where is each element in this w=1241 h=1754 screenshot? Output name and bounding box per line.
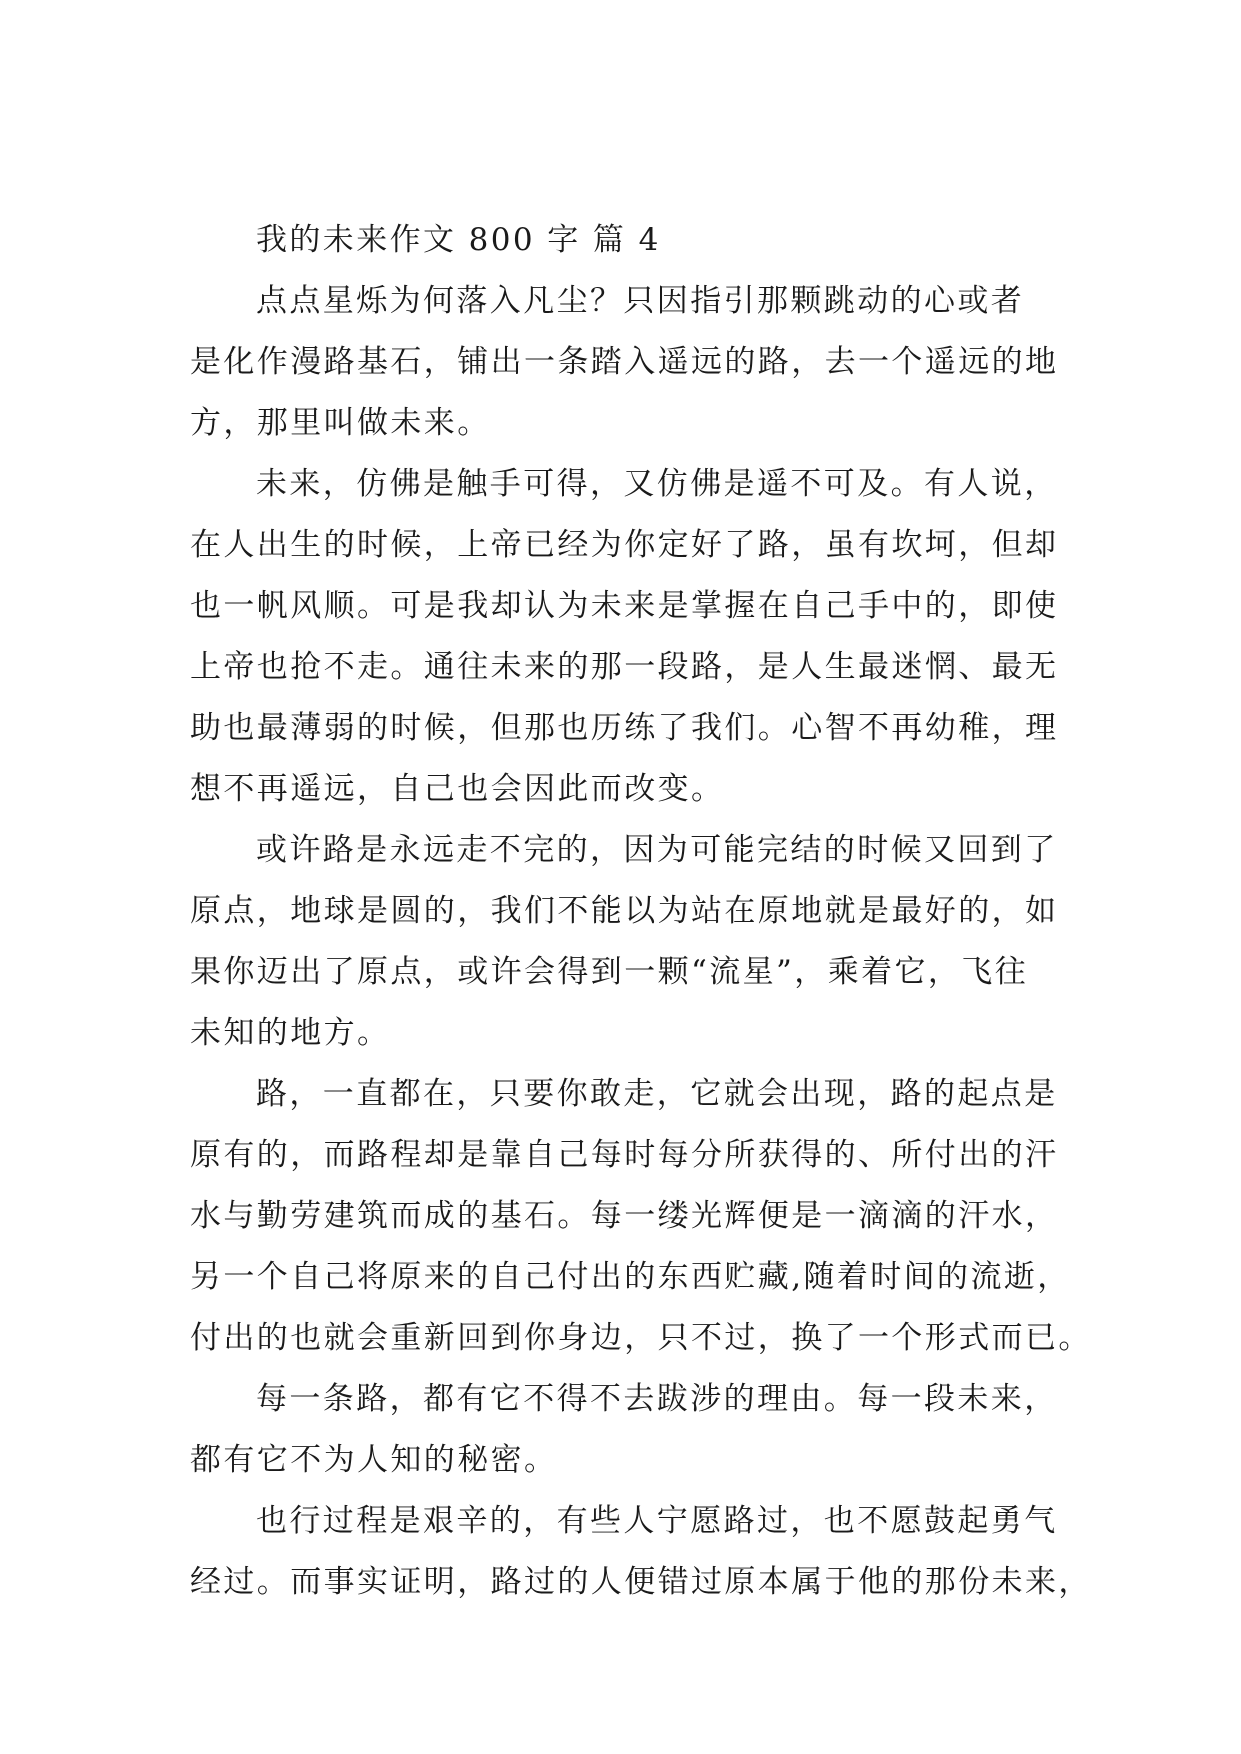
paragraph-5: [190, 1369, 1058, 1491]
paragraph-line: 另一个自己将原来的自己付出的东西贮藏,随着时间的流逝，: [190, 1259, 1071, 1295]
paragraph-line: 也一帆风顺。可是我却认为未来是掌握在自己手中的，即使: [190, 588, 1059, 624]
paragraph-line: 在人出生的时候，上帝已经为你定好了路，虽有坎坷，但却: [190, 527, 1059, 563]
paragraph-line: 每一条路，都有它不得不去跋涉的理由。每一段未来，: [256, 1381, 1058, 1417]
paragraph-line: 未知的地方。: [190, 1015, 391, 1051]
paragraph-line: 方，那里叫做未来。: [190, 405, 491, 441]
paragraph-line: 是化作漫路基石，铺出一条踏入遥远的路，去一个遥远的地: [190, 344, 1059, 380]
paragraph-line: 果你迈出了原点，或许会得到一颗“流星”，乘着它，飞往: [190, 954, 1029, 990]
paragraph-line: 原点，地球是圆的，我们不能以为站在原地就是最好的，如: [190, 893, 1059, 929]
paragraph-line: 上帝也抢不走。通往未来的那一段路，是人生最迷惘、最无: [190, 649, 1059, 685]
paragraph-line: 付出的也就会重新回到你身边，只不过，换了一个形式而已。: [190, 1320, 1092, 1356]
paragraph-1: [190, 271, 1058, 454]
paragraph-line: 路，一直都在，只要你敢走，它就会出现，路的起点是: [256, 1076, 1058, 1112]
paragraph-line: 经过。而事实证明，路过的人便错过原本属于他的那份未来，: [190, 1564, 1092, 1600]
paragraph-line: 或许路是永远走不完的，因为可能完结的时候又回到了: [256, 832, 1058, 868]
paragraph-line: 点点星烁为何落入凡尘？只因指引那颗跳动的心或者: [256, 283, 1025, 319]
paragraph-2: [190, 454, 1058, 820]
paragraph-3: [190, 820, 1058, 1064]
paragraph-line: 原有的，而路程却是靠自己每时每分所获得的、所付出的汗: [190, 1137, 1059, 1173]
paragraph-6: [190, 1491, 1092, 1613]
paragraph-4: [190, 1064, 1092, 1369]
paragraph-line: 想不再遥远，自己也会因此而改变。: [190, 771, 725, 807]
document-body: [190, 210, 1092, 1613]
paragraph-line: 未来，仿佛是触手可得，又仿佛是遥不可及。有人说，: [256, 466, 1058, 502]
paragraph-line: 都有它不为人知的秘密。: [190, 1442, 558, 1478]
document-title: 我的未来作文 800 字 篇 4: [256, 222, 661, 258]
paragraph-line: 助也最薄弱的时候，但那也历练了我们。心智不再幼稚，理: [190, 710, 1059, 746]
paragraph-line: 也行过程是艰辛的，有些人宁愿路过，也不愿鼓起勇气: [256, 1503, 1058, 1539]
paragraph-line: 水与勤劳建筑而成的基石。每一缕光辉便是一滴滴的汗水，: [190, 1198, 1059, 1234]
